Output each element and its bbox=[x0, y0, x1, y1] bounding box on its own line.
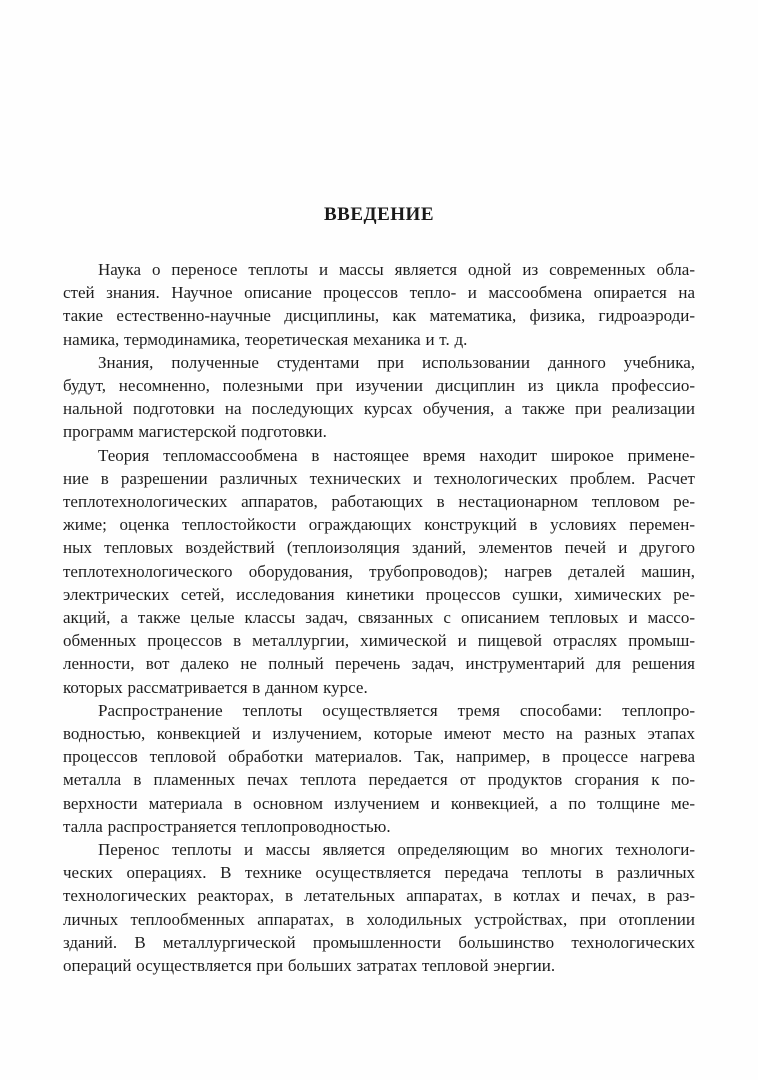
text-line: Теория тепломассообмена в настоящее время находит широкое примене- bbox=[98, 445, 695, 465]
paragraph bbox=[63, 444, 695, 699]
text-line: верхности материала в основном излучением и конвекцией, а по толщине ме- bbox=[63, 793, 695, 813]
text-line: ленности, вот далеко не полный перечень задач, инструментарий для решения bbox=[63, 654, 695, 674]
text-line: Перенос теплоты и массы является определяющим во многих технологи- bbox=[98, 840, 695, 860]
text-line: нальной подготовки на последующих курсах обучения, а также при реализации bbox=[63, 399, 695, 419]
text-line: акций, а также целые классы задач, связанных с описанием тепловых и массо- bbox=[63, 608, 695, 628]
text-block bbox=[63, 203, 695, 977]
text-line: намика, термодинамика, теоретическая механика и т. д. bbox=[63, 329, 468, 349]
text-line: Наука о переносе теплоты и массы является одной из современных обла- bbox=[98, 260, 695, 279]
text-line: электрических сетей, исследования кинетики процессов сушки, химических ре- bbox=[63, 584, 695, 604]
text-line: такие естественно-научные дисциплины, как математика, физика, гидроаэроди- bbox=[63, 306, 695, 326]
paragraphs bbox=[63, 258, 695, 977]
text-line: ческих операциях. В технике осуществляется передача теплоты в различных bbox=[63, 863, 695, 883]
paragraph bbox=[63, 351, 695, 444]
text-line: жиме; оценка теплостойкости ограждающих конструкций в условиях перемен- bbox=[63, 515, 695, 535]
text-line: Распространение теплоты осуществляется тремя способами: теплопро- bbox=[98, 700, 695, 720]
paragraph bbox=[63, 699, 695, 838]
page-title: ВВЕДЕНИЕ bbox=[324, 204, 434, 225]
text-line: личных теплообменных аппаратах, в холодильных устройствах, при отоплении bbox=[63, 909, 695, 929]
text-line: зданий. В металлургической промышленности большинство технологических bbox=[63, 932, 695, 952]
text-line: теплотехнологических аппаратов, работающих в нестационарном тепловом ре- bbox=[63, 492, 695, 512]
paragraph bbox=[63, 838, 695, 977]
text-line: ных тепловых воздействий (теплоизоляция зданий, элементов печей и другого bbox=[63, 538, 695, 558]
text-line: технологических реакторах, в летательных аппаратах, в котлах и печах, в раз- bbox=[63, 886, 695, 906]
text-line: теплотехнологического оборудования, трубопроводов); нагрев деталей машин, bbox=[63, 561, 695, 581]
text-line: программ магистерской подготовки. bbox=[63, 422, 327, 442]
text-line: водностью, конвекцией и излучением, которые имеют место на разных этапах bbox=[63, 724, 695, 744]
text-line: процессов тепловой обработки материалов. Так, например, в процессе нагрева bbox=[63, 747, 695, 767]
text-line: которых рассматривается в данном курсе. bbox=[63, 677, 368, 697]
text-line: стей знания. Научное описание процессов тепло- и массообмена опирается на bbox=[63, 283, 695, 303]
text-line: Знания, полученные студентами при использовании данного учебника, bbox=[98, 352, 695, 372]
text-line: обменных процессов в металлургии, химической и пищевой отраслях промыш- bbox=[63, 631, 695, 651]
text-line: будут, несомненно, полезными при изучении дисциплин из цикла профессио- bbox=[63, 376, 695, 396]
text-line: операций осуществляется при больших затратах тепловой энергии. bbox=[63, 956, 556, 976]
paragraph bbox=[63, 258, 695, 351]
text-line: металла в пламенных печах теплота передается от продуктов сгорания к по- bbox=[63, 770, 695, 790]
text-line: ние в разрешении различных технических и технологических проблем. Расчет bbox=[63, 468, 695, 488]
text-line: талла распространяется теплопроводностью. bbox=[63, 816, 391, 836]
